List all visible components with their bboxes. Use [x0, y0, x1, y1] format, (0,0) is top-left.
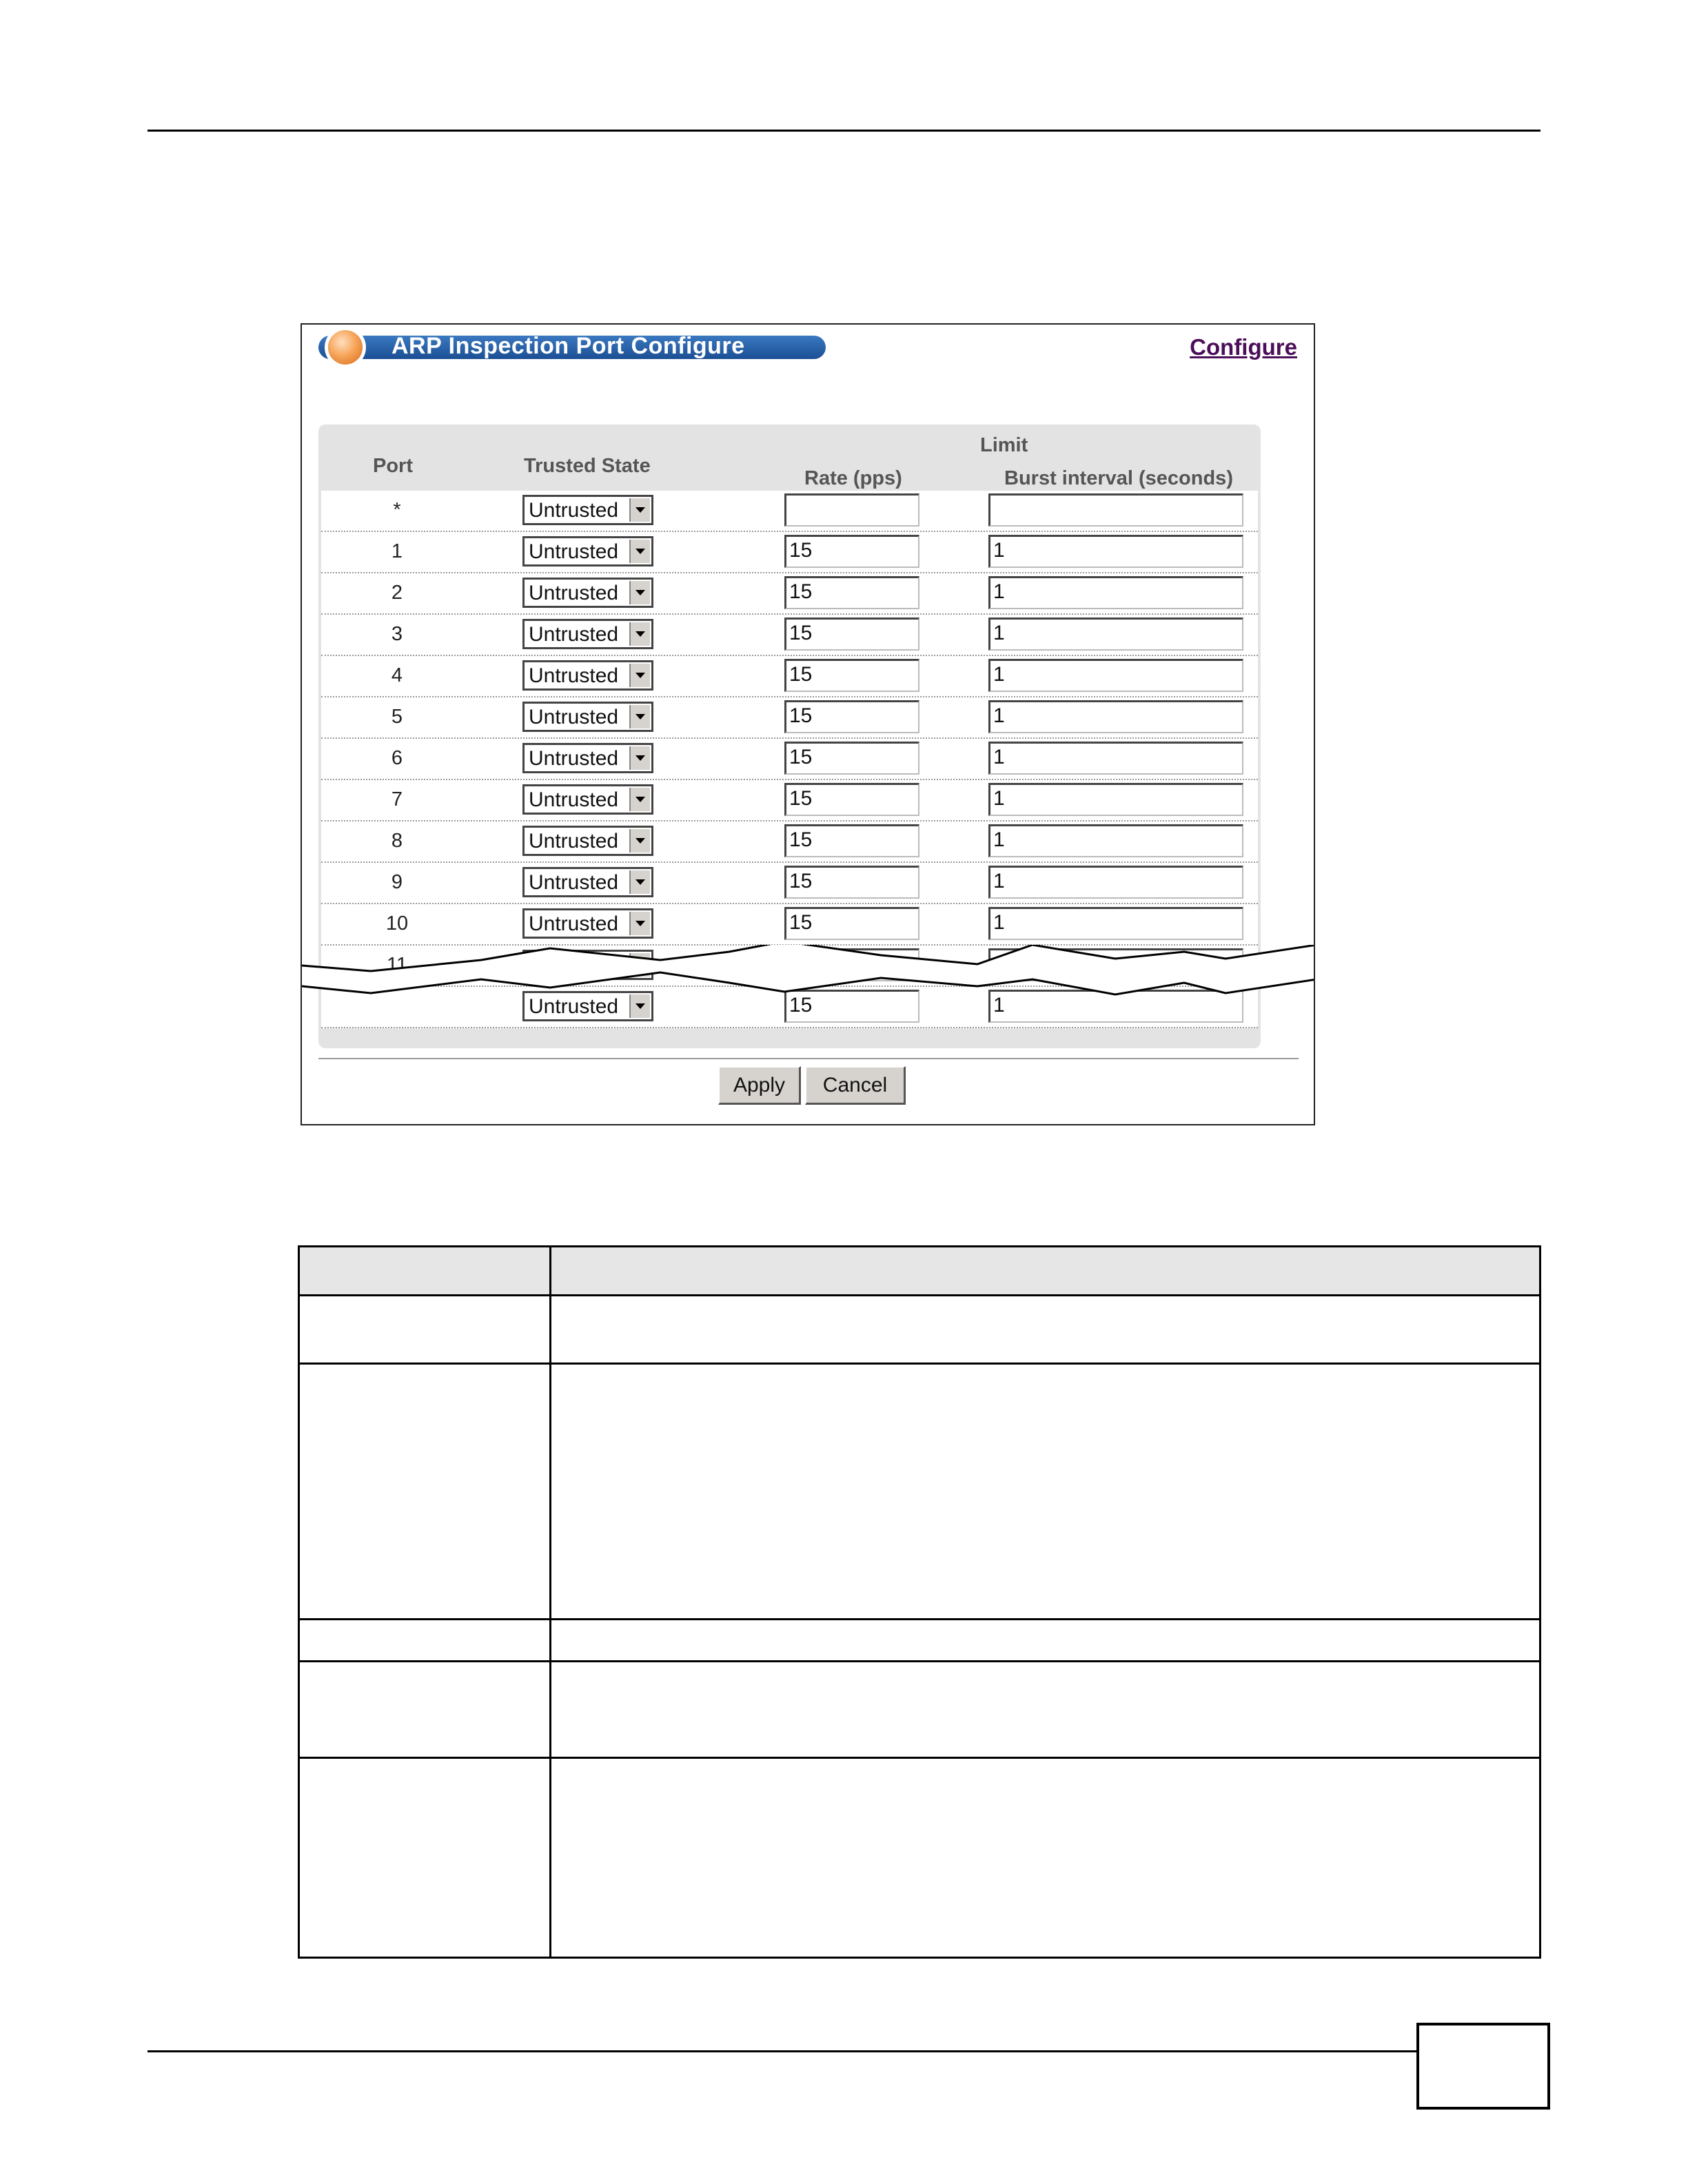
port-number: 10 [385, 912, 409, 935]
table-row [321, 821, 1258, 863]
rate-input[interactable]: 15 [784, 618, 919, 651]
rate-input[interactable] [784, 493, 919, 527]
port-number: * [393, 499, 401, 521]
rate-input[interactable]: 15 [784, 576, 919, 609]
port-number: 9 [391, 871, 403, 893]
row-divider [300, 1363, 1539, 1365]
burst-interval-input[interactable]: 1 [988, 700, 1243, 733]
table-row [321, 697, 1258, 739]
dropdown-arrow-icon[interactable] [629, 705, 650, 728]
header-burst-interval: Burst interval (seconds) [1004, 467, 1233, 489]
dropdown-arrow-icon[interactable] [629, 912, 650, 935]
table-row [321, 491, 1258, 532]
burst-interval-input[interactable]: 1 [988, 990, 1243, 1023]
dropdown-arrow-icon[interactable] [629, 540, 650, 563]
rate-input[interactable]: 15 [784, 783, 919, 816]
trusted-state-value: Untrusted [529, 706, 619, 728]
port-number: 8 [391, 830, 403, 852]
row-divider [300, 1660, 1539, 1662]
rate-input[interactable]: 15 [784, 866, 919, 899]
dropdown-arrow-icon[interactable] [629, 498, 650, 522]
burst-interval-input[interactable]: 1 [988, 618, 1243, 651]
page-number-box [1416, 2023, 1550, 2110]
trusted-state-value: Untrusted [529, 830, 619, 853]
table-row [321, 904, 1258, 946]
port-number: 7 [391, 788, 403, 810]
burst-interval-input[interactable]: 1 [988, 659, 1243, 692]
port-number: 4 [391, 664, 403, 686]
table-row [321, 780, 1258, 821]
rate-input[interactable]: 15 [784, 535, 919, 568]
trusted-state-value: Untrusted [529, 995, 619, 1018]
header-limit: Limit [980, 434, 1028, 456]
burst-interval-input[interactable]: 1 [988, 907, 1243, 940]
port-number: 6 [391, 747, 403, 769]
table-break-mark [302, 945, 1315, 1021]
arp-inspection-port-configure-panel [301, 323, 1315, 1125]
trusted-state-select[interactable] [522, 660, 653, 691]
burst-interval-input[interactable]: 1 [988, 535, 1243, 568]
trusted-state-value: Untrusted [529, 540, 619, 563]
burst-interval-input[interactable]: 1 [988, 742, 1243, 775]
rate-input[interactable]: 15 [784, 742, 919, 775]
port-number: 1 [391, 540, 403, 562]
trusted-state-value: Untrusted [529, 664, 619, 687]
burst-interval-input[interactable] [988, 493, 1243, 527]
trusted-state-select[interactable] [522, 619, 653, 649]
configure-link[interactable]: Configure [1190, 334, 1297, 360]
table-row [321, 739, 1258, 780]
dropdown-arrow-icon[interactable] [629, 788, 650, 811]
port-number: 11 [386, 954, 408, 976]
panel-title: ARP Inspection Port Configure [392, 333, 745, 359]
port-number: 3 [391, 623, 403, 645]
orb-icon [328, 330, 363, 365]
trusted-state-value: Untrusted [529, 912, 619, 935]
trusted-state-value: Untrusted [529, 623, 619, 646]
trusted-state-select[interactable] [522, 743, 653, 773]
table-row [321, 615, 1258, 656]
trusted-state-value: Untrusted [529, 747, 619, 770]
top-rule [148, 130, 1540, 132]
trusted-state-select[interactable] [522, 784, 653, 815]
trusted-state-value: Untrusted [529, 788, 619, 811]
trusted-state-value: Untrusted [529, 499, 619, 522]
dropdown-arrow-icon[interactable] [629, 870, 650, 894]
burst-interval-input[interactable]: 1 [988, 824, 1243, 857]
table-row [321, 863, 1258, 904]
burst-interval-input[interactable]: 1 [988, 783, 1243, 816]
header-trusted-state: Trusted State [524, 455, 651, 477]
rate-input[interactable]: 15 [784, 824, 919, 857]
header-rate: Rate (pps) [804, 467, 902, 489]
dropdown-arrow-icon[interactable] [629, 664, 650, 687]
dropdown-arrow-icon[interactable] [629, 581, 650, 604]
row-divider [300, 1757, 1539, 1759]
burst-interval-input[interactable]: 1 [988, 576, 1243, 609]
rate-input[interactable]: 15 [784, 700, 919, 733]
dropdown-arrow-icon[interactable] [629, 746, 650, 770]
rate-input[interactable]: 15 [784, 990, 919, 1023]
burst-interval-input[interactable]: 1 [988, 866, 1243, 899]
trusted-state-select[interactable] [522, 495, 653, 525]
cancel-button[interactable]: Cancel [805, 1066, 906, 1105]
row-divider [300, 1618, 1539, 1620]
table-row [321, 573, 1258, 615]
trusted-state-select[interactable] [522, 702, 653, 732]
port-number: 5 [391, 706, 403, 728]
table-row [321, 656, 1258, 697]
header-port: Port [373, 455, 413, 477]
description-table [298, 1245, 1541, 1959]
table-row [321, 532, 1258, 573]
trusted-state-value: Untrusted [529, 871, 619, 894]
column-divider [549, 1247, 551, 1957]
trusted-state-value: Untrusted [529, 582, 619, 604]
apply-button[interactable]: Apply [718, 1066, 801, 1105]
trusted-state-select[interactable] [522, 908, 653, 939]
trusted-state-select[interactable] [522, 867, 653, 897]
trusted-state-select[interactable] [522, 826, 653, 856]
dropdown-arrow-icon[interactable] [629, 622, 650, 646]
port-number: 2 [391, 582, 403, 604]
rate-input[interactable]: 15 [784, 659, 919, 692]
bottom-rule [148, 2050, 1416, 2052]
trusted-state-select[interactable] [522, 578, 653, 608]
rate-input[interactable]: 15 [784, 907, 919, 940]
dropdown-arrow-icon[interactable] [629, 829, 650, 853]
description-table-header [300, 1247, 1539, 1296]
footer-divider [318, 1058, 1299, 1059]
trusted-state-select[interactable] [522, 536, 653, 567]
